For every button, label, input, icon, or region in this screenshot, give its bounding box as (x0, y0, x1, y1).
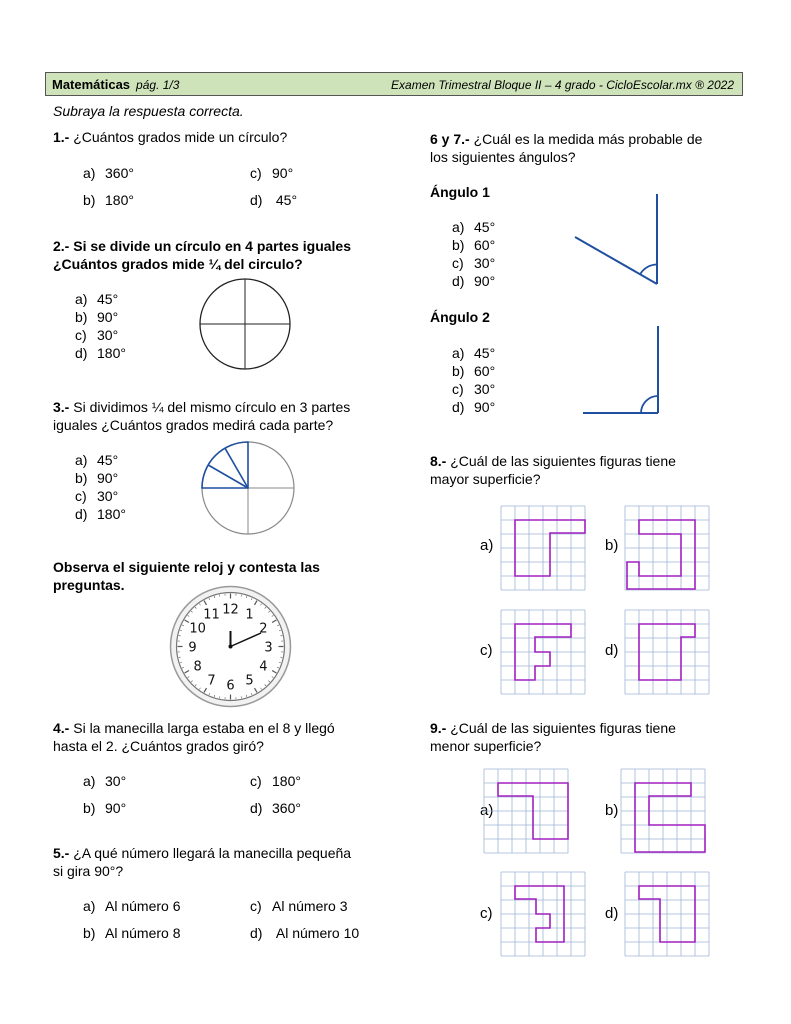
clock-icon (169, 585, 292, 708)
circle-quarters-diagram (199, 278, 291, 370)
q4-option-d[interactable]: d) 360° (250, 800, 301, 816)
q8-label-a: a) (480, 537, 494, 554)
q8-figure-b[interactable] (624, 505, 714, 595)
angle1-option-b[interactable]: b) 60° (452, 237, 496, 253)
question-3-line2: iguales ¿Cuántos grados medirá cada parte? (53, 417, 334, 433)
q5-option-b[interactable]: b) Al número 8 (83, 925, 181, 941)
figure-outline (627, 520, 695, 589)
q4-option-b[interactable]: b) 90° (83, 800, 127, 816)
angle2-option-c[interactable]: c) 30° (452, 381, 496, 397)
q1-option-a[interactable]: a) 360° (83, 165, 134, 181)
q5-option-d[interactable]: d) Al número 10 (250, 925, 360, 941)
question-8-line1: 8.- ¿Cuál de las siguientes figuras tiene (430, 453, 676, 469)
q8-label-b: b) (605, 537, 619, 554)
q9-label-d: d) (605, 905, 619, 922)
q2-option-b[interactable]: b) 90° (75, 309, 119, 325)
q2-option-d[interactable]: d) 180° (75, 345, 126, 361)
circle-divided-diagram (201, 441, 295, 535)
question-8-line2: mayor superficie? (430, 471, 541, 487)
clock-number: 9 (188, 640, 197, 656)
q3-option-d[interactable]: d) 180° (75, 506, 126, 522)
clock-number: 4 (259, 659, 268, 675)
angle-1-title: Ángulo 1 (430, 184, 490, 200)
clock-number: 1 (245, 607, 254, 623)
q5-option-a[interactable]: a) Al número 6 (83, 898, 181, 914)
q9-label-a: a) (480, 802, 494, 819)
figure-outline (635, 783, 705, 852)
angle-2-title: Ángulo 2 (430, 309, 490, 325)
angle2-option-b[interactable]: b) 60° (452, 363, 496, 379)
q1-option-b[interactable]: b) 180° (83, 192, 134, 208)
q9-figure-b[interactable] (620, 768, 710, 858)
clock-number: 10 (189, 621, 206, 637)
clock-number: 8 (193, 659, 202, 675)
angle-1-diagram (570, 192, 665, 287)
question-6-7-line2: los siguientes ángulos? (430, 149, 576, 165)
q2-option-a[interactable]: a) 45° (75, 291, 119, 307)
angle-2-diagram (582, 324, 662, 416)
angle1-option-a[interactable]: a) 45° (452, 219, 496, 235)
clock-instruction-line1: Observa el siguiente reloj y contesta las (53, 559, 320, 575)
q9-figure-c[interactable] (500, 871, 590, 961)
clock-number: 6 (226, 678, 235, 694)
q9-figure-d[interactable] (624, 871, 714, 961)
angle1-option-d[interactable]: d) 90° (452, 273, 496, 289)
q3-option-b[interactable]: b) 90° (75, 470, 119, 486)
q3-option-a[interactable]: a) 45° (75, 452, 119, 468)
q4-option-c[interactable]: c) 180° (250, 773, 301, 789)
clock-number: 11 (203, 607, 220, 623)
q3-option-c[interactable]: c) 30° (75, 488, 119, 504)
q1-option-d[interactable]: d) 45° (250, 192, 298, 208)
q2-option-c[interactable]: c) 30° (75, 327, 119, 343)
question-3-line1: 3.- Si dividimos ¼ del mismo círculo en 3 partes (53, 399, 351, 415)
question-6-7-line1: 6 y 7.- ¿Cuál es la medida más probable de (430, 131, 703, 147)
q8-figure-d[interactable] (624, 609, 714, 699)
question-1: 1.- ¿Cuántos grados mide un círculo? (53, 129, 288, 145)
question-9-line1: 9.- ¿Cuál de las siguientes figuras tiene (430, 720, 676, 736)
angle2-option-d[interactable]: d) 90° (452, 399, 496, 415)
question-2-line1: 2.- Si se divide un círculo en 4 partes iguales (53, 238, 351, 254)
clock-number: 2 (259, 621, 268, 637)
clock-number: 3 (264, 640, 273, 656)
clock-number: 7 (207, 673, 216, 689)
angle1-option-c[interactable]: c) 30° (452, 255, 496, 271)
question-4-line1: 4.- Si la manecilla larga estaba en el 8 y llegó (53, 720, 335, 736)
q8-label-d: d) (605, 642, 619, 659)
q9-figure-a[interactable] (483, 768, 573, 858)
question-2-line2: ¿Cuántos grados mide ¼ del circulo? (53, 256, 303, 272)
page-header (45, 72, 743, 96)
clock-number: 12 (222, 602, 239, 618)
question-5-line1: 5.- ¿A qué número llegará la manecilla pequeña (53, 845, 352, 861)
instructions: Subraya la respuesta correcta. (53, 103, 244, 119)
subject-label: Matemáticas (52, 77, 131, 92)
angle2-option-a[interactable]: a) 45° (452, 345, 496, 361)
q5-option-c[interactable]: c) Al número 3 (250, 898, 348, 914)
page-number: pág. 1/3 (136, 78, 180, 92)
clock-number: 5 (245, 673, 254, 689)
question-9-line2: menor superficie? (430, 738, 542, 754)
q9-label-c: c) (480, 905, 493, 922)
q8-figure-a[interactable] (500, 505, 590, 595)
q1-option-c[interactable]: c) 90° (250, 165, 294, 181)
question-5-line2: si gira 90°? (53, 863, 124, 879)
q4-option-a[interactable]: a) 30° (83, 773, 127, 789)
clock-instruction-line2: preguntas. (53, 577, 125, 593)
q8-label-c: c) (480, 642, 493, 659)
question-4-line2: hasta el 2. ¿Cuántos grados giró? (53, 738, 264, 754)
exam-title: Examen Trimestral Bloque II – 4 grado - CicloEscolar.mx ® 2022 (391, 78, 734, 92)
q8-figure-c[interactable] (500, 609, 590, 699)
q9-label-b: b) (605, 802, 619, 819)
